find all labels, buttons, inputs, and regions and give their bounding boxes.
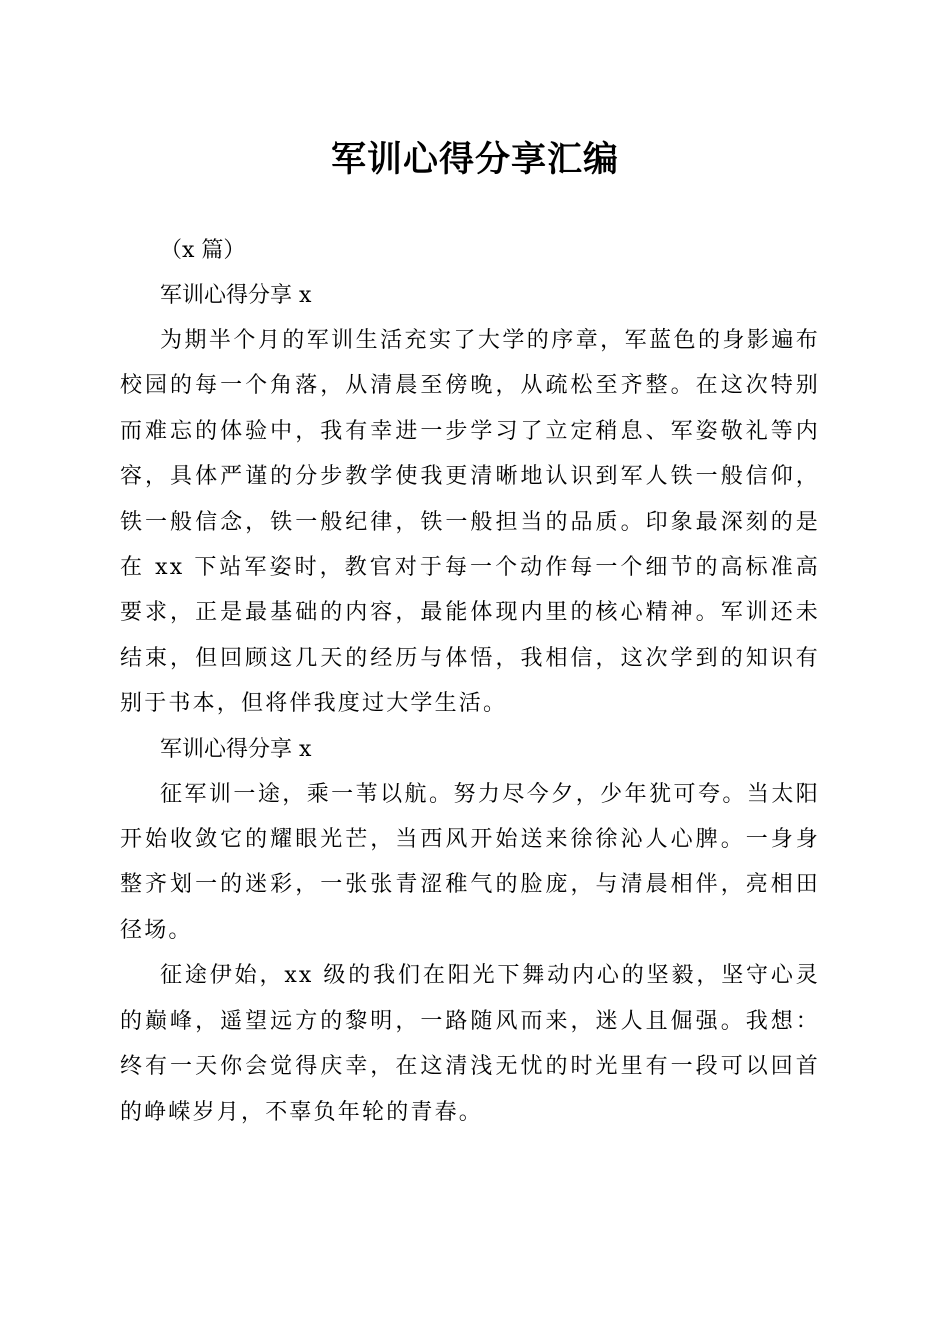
section-heading: 军训心得分享 x	[160, 283, 312, 308]
paragraph: 征军训一途，乘一苇以航。努力尽今夕，少年犹可夸。当太阳开始收敛它的耀眼光芒，当西风开始送来徐徐沁人心脾。一身身整齐划一的迷彩，一张张青涩稚气的脸庞，与清晨相伴，亮相田径场。	[120, 781, 820, 943]
count-note: （x 篇）	[160, 238, 246, 263]
paragraph: 征途伊始，xx 级的我们在阳光下舞动内心的坚毅，坚守心灵的巅峰，遥望远方的黎明，一路随风而来，迷人且倔强。我想：终有一天你会觉得庆幸，在这清浅无忧的时光里有一段可以回首的峥嵘岁月，不辜负年轮的青春。	[120, 963, 820, 1125]
document-body	[120, 228, 820, 1135]
paragraph: 为期半个月的军训生活充实了大学的序章，军蓝色的身影遍布校园的每一个角落，从清晨至傍晚，从疏松至齐整。在这次特别而难忘的体验中，我有幸进一步学习了立定稍息、军姿敬礼等内容，具体严谨的分步教学使我更清晰地认识到军人铁一般信仰，铁一般信念，铁一般纪律，铁一般担当的品质。印象最深刻的是在 xx 下站军姿时，教官对于每一个动作每一个细节的高标准高要求，正是最基础的内容，最能体现内里的核心精神。军训还未结束，但回顾这几天的经历与体悟，我相信，这次学到的知识有别于书本，但将伴我度过大学生活。	[120, 328, 820, 717]
document-title: 军训心得分享汇编	[330, 139, 619, 180]
section-heading: 军训心得分享 x	[160, 736, 312, 762]
